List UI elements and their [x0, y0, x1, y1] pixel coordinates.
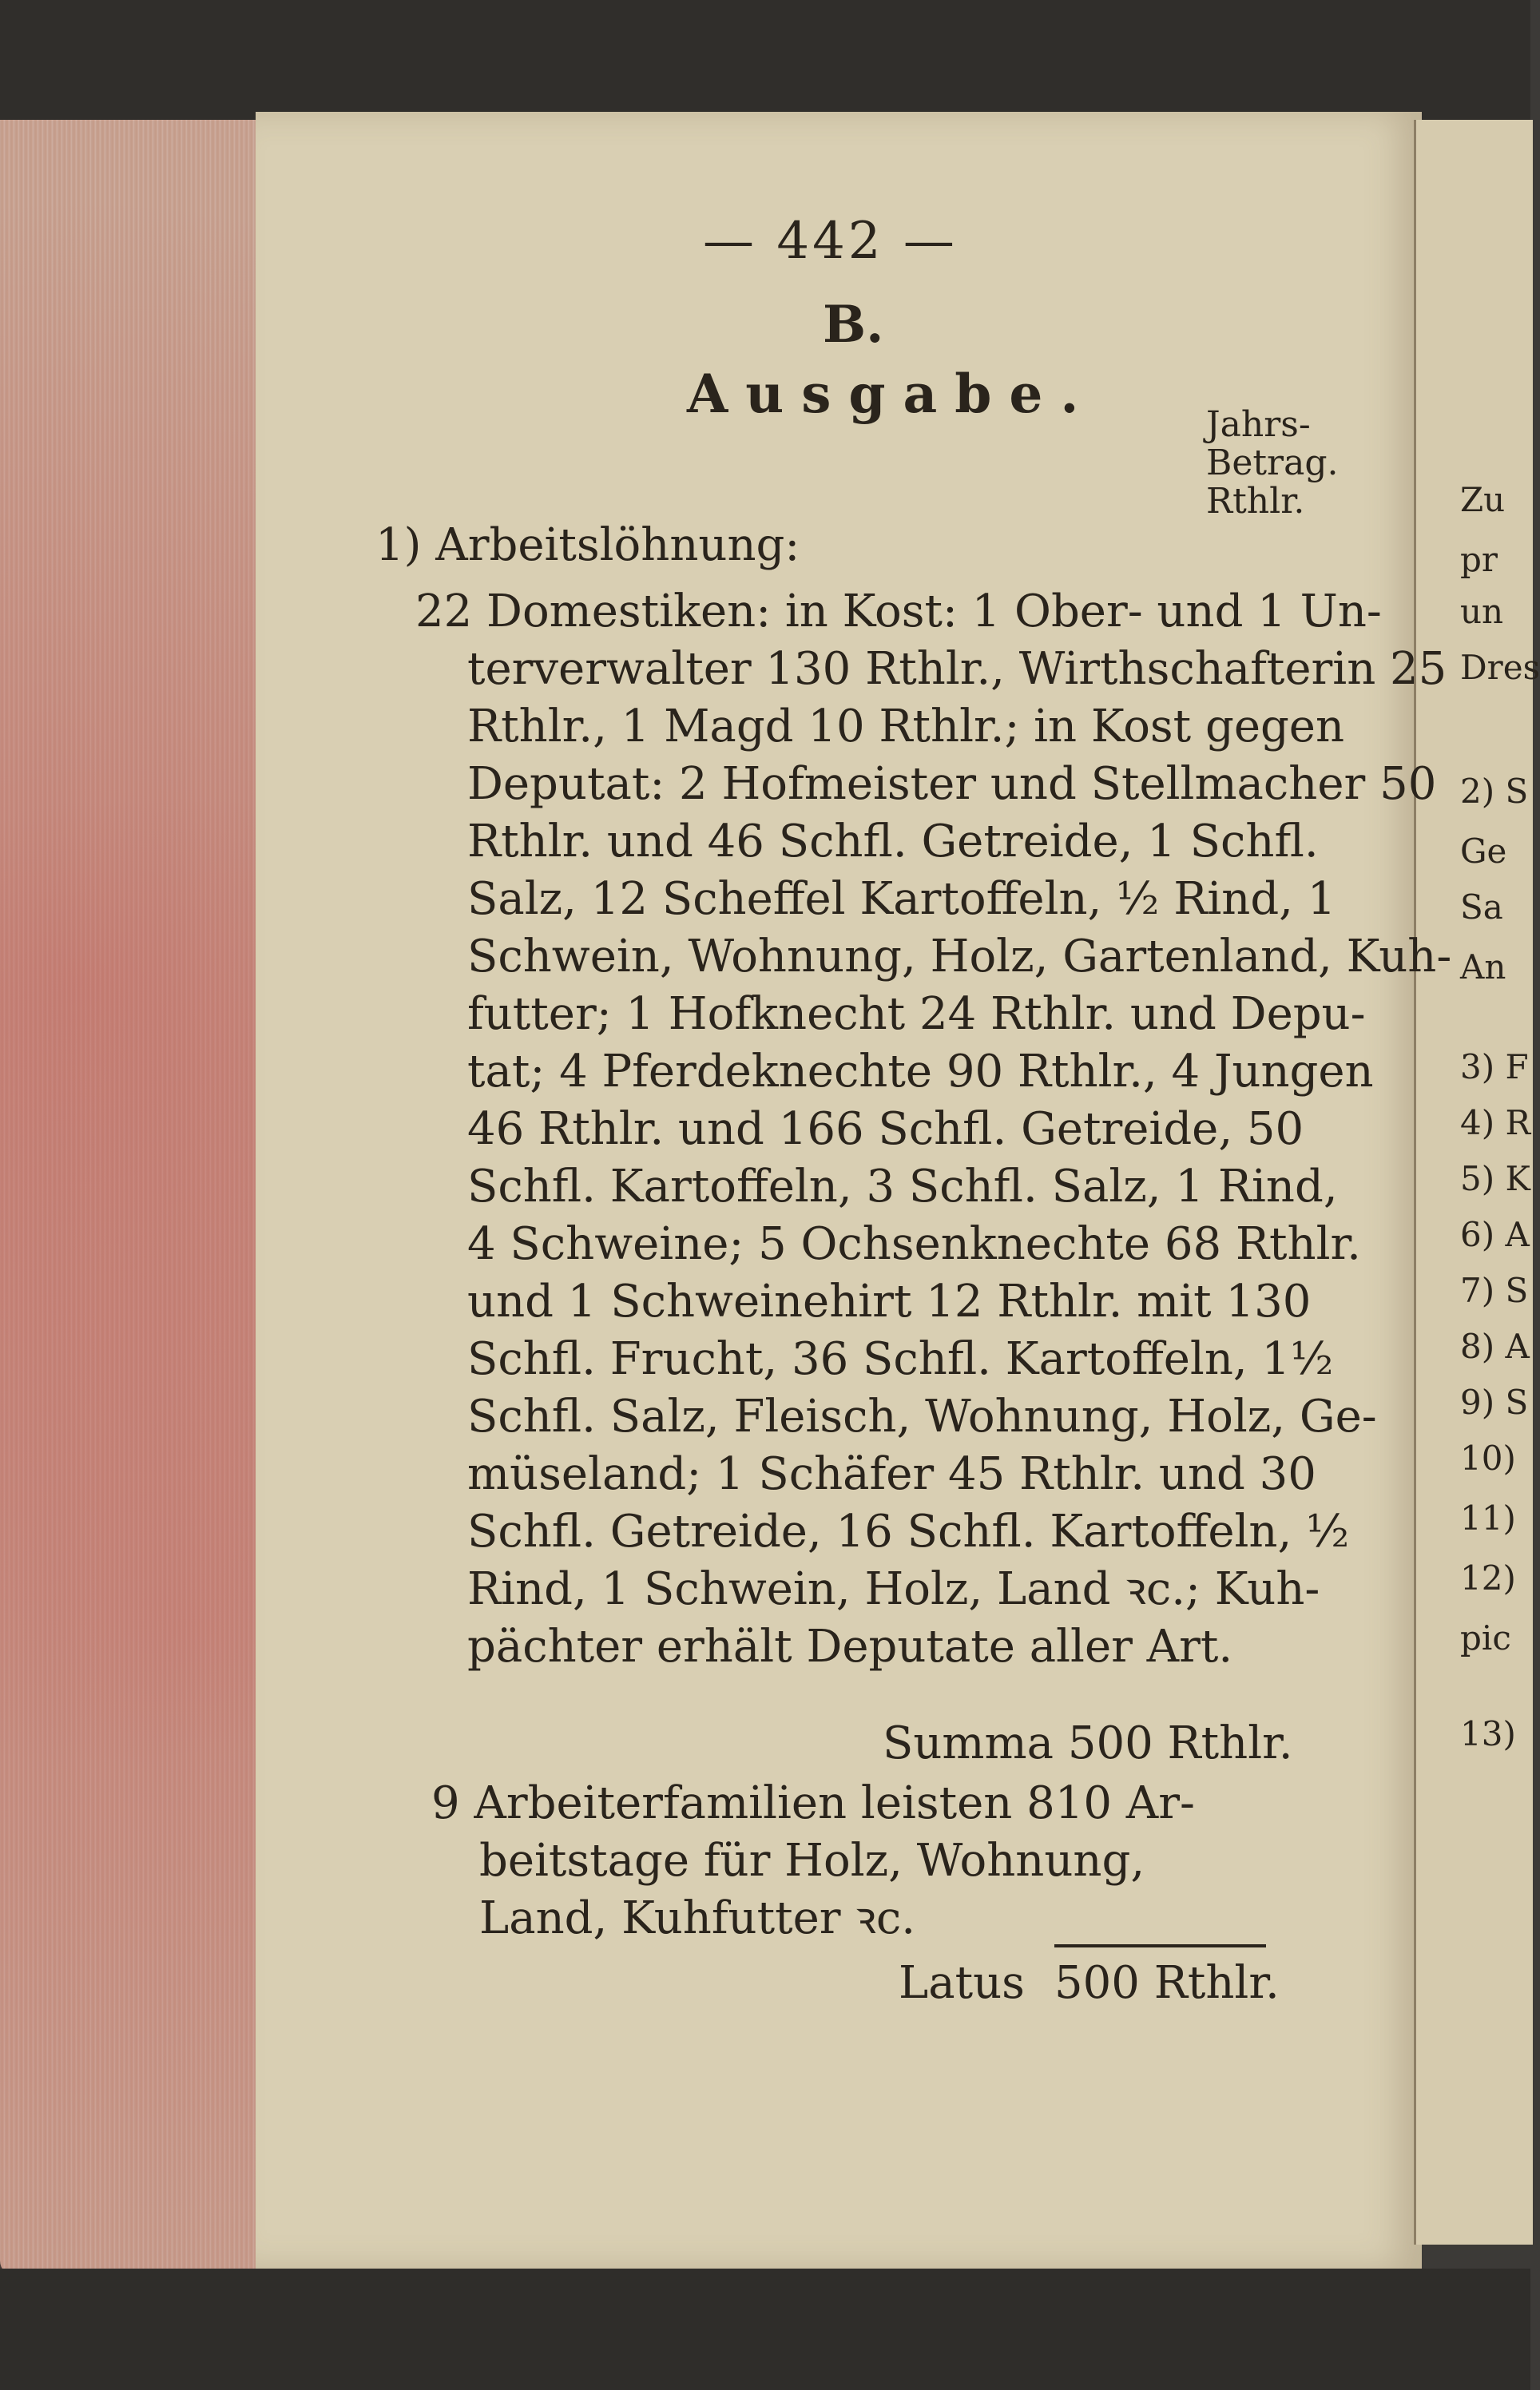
right-page-fragment: pic [1460, 1618, 1511, 1658]
sum-rule [1054, 1944, 1266, 1947]
text-line: Schfl. Frucht, 36 Schfl. Kartoffeln, 1½ [467, 1333, 1334, 1385]
text-line: Schfl. Kartoffeln, 3 Schfl. Salz, 1 Rind, [467, 1161, 1338, 1213]
text-line: Schfl. Salz, Fleisch, Wohnung, Holz, Ge- [467, 1391, 1377, 1443]
text-line: 9 Arbeiterfamilien leisten 810 Ar- [431, 1777, 1195, 1829]
book-bottom-edge [0, 2269, 1530, 2390]
right-page-fragment: 4) R [1460, 1103, 1531, 1142]
right-page-fragment: 8) A [1460, 1327, 1530, 1366]
right-page-fragment: 11) [1460, 1499, 1516, 1538]
right-page-fragment: 7) S [1460, 1271, 1529, 1310]
text-line: pächter erhält Deputate aller Art. [467, 1621, 1233, 1673]
right-page-fragment: 3) F [1460, 1047, 1529, 1086]
column-header-line: Rthlr. [1206, 481, 1305, 522]
right-page-fragment: Sa [1460, 887, 1503, 927]
text-line: Salz, 12 Scheffel Kartoffeln, ½ Rind, 1 [467, 873, 1336, 925]
text-line: Rthlr., 1 Magd 10 Rthlr.; in Kost gegen [467, 701, 1345, 752]
text-line: und 1 Schweinehirt 12 Rthlr. mit 130 [467, 1276, 1312, 1328]
right-page-fragment: Dres [1460, 648, 1540, 687]
right-page-fragment: 12) [1460, 1558, 1516, 1598]
text-line: Rind, 1 Schwein, Holz, Land ꝛc.; Kuh- [467, 1563, 1320, 1615]
text-line: Schfl. Getreide, 16 Schfl. Kartoffeln, ½ [467, 1506, 1350, 1558]
right-page-fragment: Zu [1460, 480, 1506, 519]
text-line: Deputat: 2 Hofmeister und Stellmacher 50 [467, 758, 1437, 810]
text-line: Rthlr. und 46 Schfl. Getreide, 1 Schfl. [467, 816, 1319, 867]
right-page-fragment: 5) K [1460, 1159, 1530, 1198]
text-line: 22 Domestiken: in Kost: 1 Ober- und 1 Un- [415, 586, 1382, 637]
text-line: tat; 4 Pferdeknechte 90 Rthlr., 4 Jungen [467, 1046, 1374, 1098]
page-block-edge [0, 120, 272, 2277]
right-page-fragment: 9) S [1460, 1383, 1529, 1422]
item-title: 1) Arbeitslöhnung: [375, 519, 800, 571]
text-line: Land, Kuhfutter ꝛc. [479, 1892, 916, 1944]
right-page-fragment: Ge [1460, 832, 1507, 871]
right-page-fragment: pr [1460, 540, 1498, 579]
text-line: Schwein, Wohnung, Holz, Gartenland, Kuh- [467, 931, 1452, 983]
right-page-fragment: un [1460, 592, 1504, 631]
right-page-fragment: 13) [1460, 1714, 1516, 1753]
right-page-fragment: 6) A [1460, 1215, 1530, 1254]
right-page-fragment: An [1460, 947, 1506, 987]
text-line: 46 Rthlr. und 166 Schfl. Getreide, 50 [467, 1103, 1304, 1155]
text-line: 4 Schweine; 5 Ochsenknechte 68 Rthlr. [467, 1218, 1361, 1270]
column-header-line: Betrag. [1206, 443, 1339, 483]
page-number: — 442 — [703, 212, 958, 271]
latus-value: 500 Rthlr. [1054, 1957, 1280, 2009]
right-page-fragment: 10) [1460, 1439, 1516, 1478]
book-top-edge [0, 0, 1530, 128]
section-letter: B. [823, 295, 884, 355]
summa-line: Summa 500 Rthlr. [883, 1717, 1293, 1769]
text-line: beitstage für Holz, Wohnung, [479, 1835, 1145, 1887]
right-page-fragment: 2) S [1460, 772, 1529, 811]
column-header-line: Jahrs- [1206, 404, 1311, 445]
latus-label: Latus [899, 1957, 1025, 2009]
text-line: terverwalter 130 Rthlr., Wirthschafterin 25 [467, 643, 1447, 695]
page-heading: Ausgabe. [687, 363, 1097, 425]
text-line: futter; 1 Hofknecht 24 Rthlr. und Depu- [467, 988, 1366, 1040]
text-line: müseland; 1 Schäfer 45 Rthlr. und 30 [467, 1448, 1316, 1500]
